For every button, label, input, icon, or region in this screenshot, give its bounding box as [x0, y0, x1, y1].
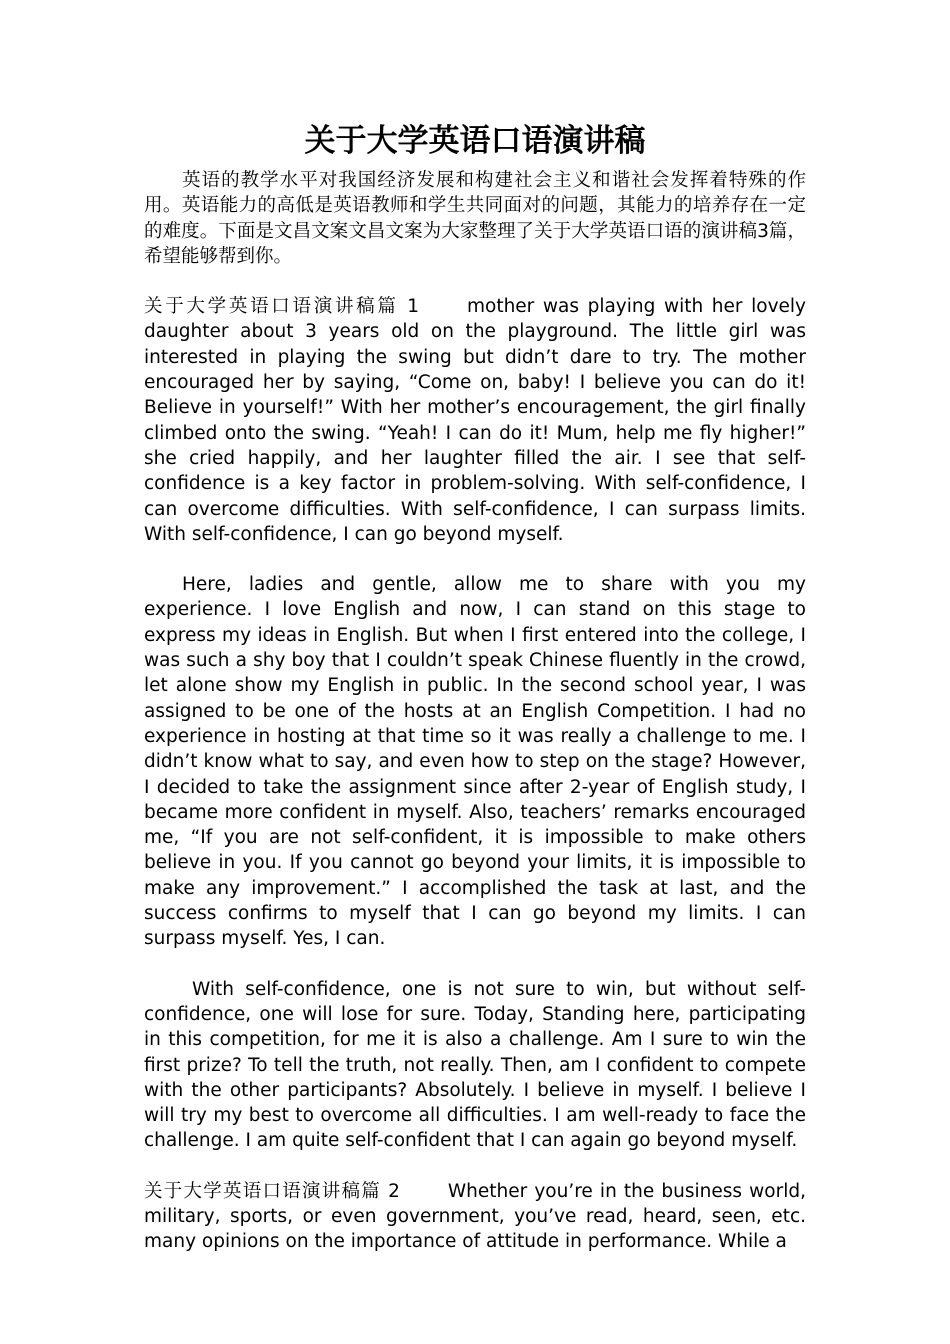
document-page	[144, 118, 806, 1255]
section1-paragraph3: With self-confidence, one is not sure to win, but without self-confidence, one will lose for sure. Today, Standing here, participating in this competition, for me it is also a challenge. Am I sure to win the first prize? To tell the truth, not really. Then, am I confident to compete with the other participants? Absolutely. I believe in myself. I believe I will try my best to overcome all difficulties. I am well-ready to face the challenge. I am quite self-confident that I can again go beyond myself.	[144, 978, 806, 1152]
section1-first-paragraph	[144, 294, 806, 547]
intro-paragraph: 英语的教学水平对我国经济发展和构建社会主义和谐社会发挥着特殊的作用。英语能力的高低是英语教师和学生共同面对的问题，其能力的培养存在一定的难度。下面是文昌文案文昌文案为大家整理了关于大学英语口语的演讲稿3篇，希望能够帮到你。	[144, 170, 806, 267]
section1-heading: 关于大学英语口语演讲稿篇 1	[144, 296, 419, 318]
section2-paragraph1-text: Whether you’re in the business world, military, sports, or even government, you’ve read, heard, seen, etc. many opinions on the importance of attitude in performance. While a	[144, 1180, 806, 1253]
document-title: 关于大学英语口语演讲稿	[304, 123, 646, 159]
section1-paragraph1-text: mother was playing with her lovely daughter about 3 years old on the playground. The little girl was interested in playing the swing but didn’t dare to try. The mother encouraged her by saying, “Come on, baby! I believe you can do it! Believe in yourself!” With her mother’s encouragement, the girl finally climbed onto the swing. “Yeah! I can do it! Mum, help me fly higher!” she cried happily, and her laughter filled the air. I see that self-confidence is a key factor in problem-solving. With self-confidence, I can overcome difficulties. With self-confidence, I can surpass limits. With self-confidence, I can go beyond myself.	[144, 296, 806, 545]
section2-heading: 关于大学英语口语演讲稿篇 2	[144, 1180, 400, 1202]
section1-paragraph2: Here, ladies and gentle, allow me to share with you my experience. I love English and now, I can stand on this stage to express my ideas in English. But when I first entered into the college, I was such a shy boy that I couldn’t speak Chinese fluently in the crowd, let alone show my English in public. In the second school year, I was assigned to be one of the hosts at an English Competition. I had no experience in hosting at that time so it was really a challenge to me. I didn’t know what to say, and even how to step on the stage? However, I decided to take the assignment since after 2-year of English study, I became more confident in myself. Also, teachers’ remarks encouraged me, “If you are not self-confident, it is impossible to make others believe in you. If you cannot go beyond your limits, it is impossible to make any improvement.” I accomplished the task at last, and the success confirms to myself that I can go beyond my limits. I can surpass myself. Yes, I can.	[144, 574, 806, 950]
section2-first-paragraph	[144, 1179, 806, 1255]
